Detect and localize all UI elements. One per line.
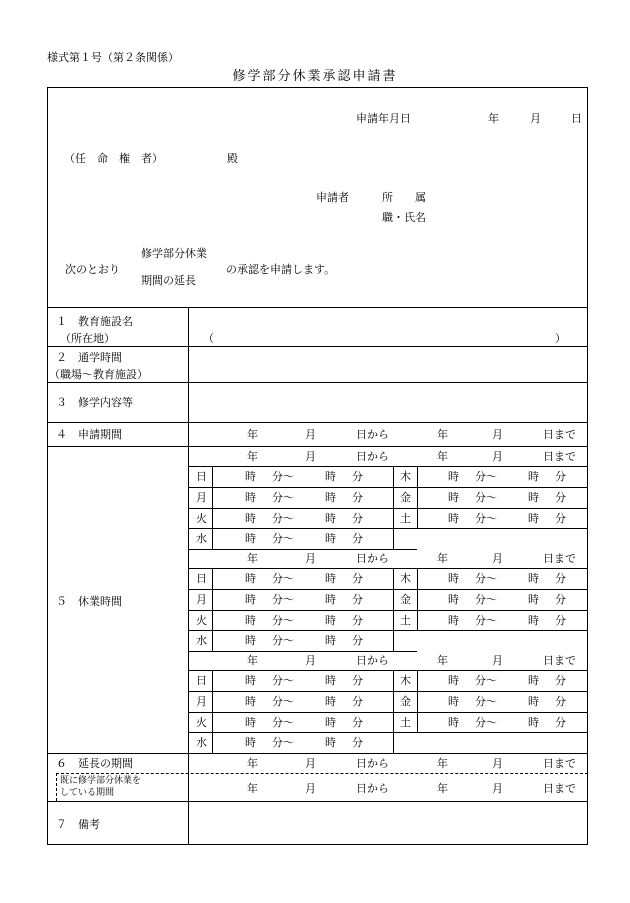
application-month-field[interactable]: 月 [530, 112, 541, 125]
leave-block-1-right-1-end-minute[interactable]: 分 [555, 491, 566, 504]
facility-name-label: １ 教育施設名 [56, 315, 133, 328]
leave-block-1-left-0-end-minute[interactable]: 分 [352, 470, 363, 483]
leave-block-1-period-end-day[interactable]: 日まで [543, 450, 576, 463]
application-period-start-month[interactable]: 月 [305, 428, 316, 441]
leave-block-2-left-3-end-minute[interactable]: 分 [352, 634, 363, 647]
leave-block-1-left-2-start-hour[interactable]: 時 [245, 512, 256, 525]
leave-block-1-right-0-start-minute[interactable]: 分～ [475, 470, 497, 483]
leave-hours-label: ５ 休業時間 [56, 595, 122, 608]
leave-block-2-right-0-end-hour[interactable]: 時 [528, 572, 539, 585]
option-period-extension[interactable]: 期間の延長 [141, 274, 196, 287]
facility-location-label: （所在地） [60, 332, 115, 345]
facility-location-open-paren[interactable]: （ [203, 332, 214, 345]
leave-block-1-grid-line-2 [188, 508, 588, 509]
leave-block-1-period-start-day[interactable]: 日から [356, 450, 389, 463]
leave-block-1-right-2-end-minute[interactable]: 分 [555, 512, 566, 525]
leave-block-2-grid-line-2 [188, 610, 588, 611]
leave-block-1-grid-line-1 [188, 487, 588, 488]
leave-block-2-period-end-day[interactable]: 日まで [543, 552, 576, 565]
application-period-end-year[interactable]: 年 [437, 428, 448, 441]
leave-block-3-left-0-end-hour[interactable]: 時 [325, 674, 336, 687]
divider-row1 [47, 346, 588, 347]
commute-route-label: （職場～教育施設） [49, 368, 148, 381]
leave-block-1-weekday-left-0: 日 [196, 470, 207, 483]
dono-honorific: 殿 [227, 152, 238, 165]
leave-block-3-right-1-end-minute[interactable]: 分 [555, 695, 566, 708]
leave-block-1-left-1-end-minute[interactable]: 分 [352, 491, 363, 504]
leave-block-1-left-3-end-minute[interactable]: 分 [352, 532, 363, 545]
leave-block-1-grid-line-0 [188, 466, 588, 467]
row6-sub-dashed-edge [56, 773, 57, 801]
leave-block-2-left-0-start-minute[interactable]: 分～ [272, 572, 294, 585]
leave-block-1-right-1-start-minute[interactable]: 分～ [475, 491, 497, 504]
leave-block-1-right-day-sep [417, 466, 418, 528]
existing-leave-period-end-day[interactable]: 日まで [543, 782, 576, 795]
leave-block-2-mid-col-sep [393, 568, 394, 651]
leave-block-3-left-3-start-hour[interactable]: 時 [245, 736, 256, 749]
leave-block-2-right-1-end-minute[interactable]: 分 [555, 593, 566, 606]
leave-block-2-weekday-left-3: 水 [196, 634, 207, 647]
leave-block-1-right-2-end-hour[interactable]: 時 [528, 512, 539, 525]
leave-block-1-left-0-end-hour[interactable]: 時 [325, 470, 336, 483]
study-content-label: ３ 修学内容等 [56, 396, 133, 409]
leave-block-2-right-0-end-minute[interactable]: 分 [555, 572, 566, 585]
remarks-label: ７ 備考 [56, 818, 100, 831]
leave-block-1-period-start-year[interactable]: 年 [247, 450, 258, 463]
extension-period-start-month[interactable]: 月 [305, 757, 316, 770]
leave-block-2-weekday-right-1: 金 [400, 593, 411, 606]
leave-block-3-right-0-start-minute[interactable]: 分～ [475, 674, 497, 687]
leave-block-3-mid-col-sep [393, 670, 394, 753]
leave-block-3-left-0-start-hour[interactable]: 時 [245, 674, 256, 687]
leave-block-2-grid-line-4 [188, 651, 417, 652]
leave-block-2-left-0-start-hour[interactable]: 時 [245, 572, 256, 585]
leave-block-1-left-3-start-minute[interactable]: 分～ [272, 532, 294, 545]
leave-block-1-period-end-year[interactable]: 年 [437, 450, 448, 463]
leave-block-2-right-day-sep [417, 568, 418, 630]
leave-block-3-right-0-end-minute[interactable]: 分 [555, 674, 566, 687]
leave-block-3-grid-line-4 [188, 753, 417, 754]
request-text: の承認を申請します。 [226, 263, 336, 276]
leave-block-1-right-1-end-hour[interactable]: 時 [528, 491, 539, 504]
leave-block-3-left-2-start-minute[interactable]: 分～ [272, 716, 294, 729]
application-period-end-day[interactable]: 日まで [543, 428, 576, 441]
leave-block-2-weekday-left-2: 火 [196, 614, 207, 627]
leave-block-1-period-start-month[interactable]: 月 [305, 450, 316, 463]
option-partial-leave[interactable]: 修学部分休業 [141, 247, 207, 260]
leave-block-3-period-end-day[interactable]: 日まで [543, 654, 576, 667]
extension-period-end-year[interactable]: 年 [437, 757, 448, 770]
application-period-label: ４ 申請期間 [56, 428, 122, 441]
leave-block-1-weekday-right-0: 木 [400, 470, 411, 483]
leave-block-1-weekday-left-2: 火 [196, 512, 207, 525]
extension-period-label: ６ 延長の期間 [56, 757, 133, 770]
application-period-end-month[interactable]: 月 [492, 428, 503, 441]
leave-block-2-day-col-sep [212, 568, 213, 651]
extension-period-end-month[interactable]: 月 [492, 757, 503, 770]
leave-block-3-right-1-end-hour[interactable]: 時 [528, 695, 539, 708]
leave-block-3-left-3-end-minute[interactable]: 分 [352, 736, 363, 749]
intro-text: 次のとおり [65, 263, 120, 276]
divider-row2 [47, 382, 588, 383]
leave-block-1-left-3-start-hour[interactable]: 時 [245, 532, 256, 545]
leave-block-2-right-2-start-minute[interactable]: 分～ [475, 614, 497, 627]
leave-block-3-weekday-left-1: 月 [196, 695, 207, 708]
leave-block-1-left-1-end-hour[interactable]: 時 [325, 491, 336, 504]
leave-block-2-weekday-right-0: 木 [400, 572, 411, 585]
page-title: 修学部分休業承認申請書 [232, 69, 398, 84]
leave-block-2-grid-line-1 [188, 589, 588, 590]
form-number: 様式第１号（第２条関係） [47, 51, 179, 64]
leave-block-2-left-2-start-minute[interactable]: 分～ [272, 614, 294, 627]
divider-row6-dashed [56, 773, 588, 774]
leave-block-2-weekday-left-1: 月 [196, 593, 207, 606]
leave-block-1-left-1-start-minute[interactable]: 分～ [272, 491, 294, 504]
application-year-field[interactable]: 年 [488, 112, 499, 125]
application-period-start-year[interactable]: 年 [247, 428, 258, 441]
leave-block-3-period-end-year[interactable]: 年 [437, 654, 448, 667]
leave-block-1-right-0-end-minute[interactable]: 分 [555, 470, 566, 483]
leave-block-1-right-1-start-hour[interactable]: 時 [448, 491, 459, 504]
leave-block-2-period-start-year[interactable]: 年 [247, 552, 258, 565]
application-day-field[interactable]: 日 [571, 112, 582, 125]
leave-block-3-right-2-end-hour[interactable]: 時 [528, 716, 539, 729]
leave-block-3-left-3-end-hour[interactable]: 時 [325, 736, 336, 749]
leave-block-2-left-3-start-minute[interactable]: 分～ [272, 634, 294, 647]
leave-block-3-weekday-left-2: 火 [196, 716, 207, 729]
leave-block-3-right-0-end-hour[interactable]: 時 [528, 674, 539, 687]
facility-location-close-paren: ） [555, 332, 566, 345]
leave-block-1-left-0-start-hour[interactable]: 時 [245, 470, 256, 483]
leave-block-3-grid-line-3 [188, 732, 588, 733]
appointing-authority-label: （任 命 権 者） [64, 152, 163, 165]
leave-block-2-left-2-start-hour[interactable]: 時 [245, 614, 256, 627]
leave-block-3-right-0-start-hour[interactable]: 時 [448, 674, 459, 687]
divider-row3 [47, 422, 588, 423]
leave-block-1-weekday-right-2: 土 [400, 512, 411, 525]
leave-block-3-weekday-right-2: 土 [400, 716, 411, 729]
leave-block-2-left-0-end-minute[interactable]: 分 [352, 572, 363, 585]
leave-block-2-right-1-start-hour[interactable]: 時 [448, 593, 459, 606]
application-period-start-day[interactable]: 日から [356, 428, 389, 441]
leave-block-3-left-3-start-minute[interactable]: 分～ [272, 736, 294, 749]
extension-period-start-year[interactable]: 年 [247, 757, 258, 770]
leave-block-1-period-end-month[interactable]: 月 [492, 450, 503, 463]
leave-block-1-right-2-start-hour[interactable]: 時 [448, 512, 459, 525]
existing-leave-period-start-day[interactable]: 日から [356, 782, 389, 795]
leave-block-3-left-0-start-minute[interactable]: 分～ [272, 674, 294, 687]
commute-time-label: ２ 通学時間 [56, 351, 122, 364]
leave-block-3-grid-line-2 [188, 712, 588, 713]
leave-block-1-right-0-end-hour[interactable]: 時 [528, 470, 539, 483]
leave-block-3-right-2-end-minute[interactable]: 分 [555, 716, 566, 729]
leave-block-3-left-1-start-minute[interactable]: 分～ [272, 695, 294, 708]
leave-block-2-right-0-start-hour[interactable]: 時 [448, 572, 459, 585]
leave-block-2-left-1-end-minute[interactable]: 分 [352, 593, 363, 606]
leave-block-2-period-end-month[interactable]: 月 [492, 552, 503, 565]
extension-period-end-day[interactable]: 日まで [543, 757, 576, 770]
leave-block-1-weekday-right-1: 金 [400, 491, 411, 504]
leave-block-2-right-2-end-minute[interactable]: 分 [555, 614, 566, 627]
leave-block-3-left-2-start-hour[interactable]: 時 [245, 716, 256, 729]
leave-block-2-grid-line-0 [188, 568, 588, 569]
leave-block-2-left-0-end-hour[interactable]: 時 [325, 572, 336, 585]
leave-block-2-left-1-end-hour[interactable]: 時 [325, 593, 336, 606]
leave-block-1-left-2-end-minute[interactable]: 分 [352, 512, 363, 525]
leave-block-3-right-day-sep [417, 670, 418, 732]
leave-block-1-mid-col-sep [393, 466, 394, 549]
label-column-separator [188, 307, 189, 845]
existing-leave-period-end-month[interactable]: 月 [492, 782, 503, 795]
leave-block-2-grid-line-3 [188, 630, 588, 631]
leave-block-2-right-0-start-minute[interactable]: 分～ [475, 572, 497, 585]
leave-block-3-weekday-right-0: 木 [400, 674, 411, 687]
leave-block-3-period-start-month[interactable]: 月 [305, 654, 316, 667]
existing-leave-period-start-month[interactable]: 月 [305, 782, 316, 795]
leave-block-2-left-2-end-minute[interactable]: 分 [352, 614, 363, 627]
applicant-label: 申請者 [316, 191, 349, 204]
divider-row6 [47, 801, 588, 802]
leave-block-3-grid-line-1 [188, 691, 588, 692]
leave-block-2-left-1-start-minute[interactable]: 分～ [272, 593, 294, 606]
leave-block-3-weekday-left-0: 日 [196, 674, 207, 687]
leave-block-2-right-2-start-hour[interactable]: 時 [448, 614, 459, 627]
leave-block-1-left-0-start-minute[interactable]: 分～ [272, 470, 294, 483]
leave-block-1-weekday-left-3: 水 [196, 532, 207, 545]
leave-block-2-period-end-year[interactable]: 年 [437, 552, 448, 565]
leave-block-1-left-2-end-hour[interactable]: 時 [325, 512, 336, 525]
leave-block-2-left-2-end-hour[interactable]: 時 [325, 614, 336, 627]
leave-block-1-right-0-start-hour[interactable]: 時 [448, 470, 459, 483]
leave-block-3-period-start-day[interactable]: 日から [356, 654, 389, 667]
leave-block-2-left-3-start-hour[interactable]: 時 [245, 634, 256, 647]
leave-block-2-period-start-month[interactable]: 月 [305, 552, 316, 565]
leave-block-2-right-1-start-minute[interactable]: 分～ [475, 593, 497, 606]
leave-block-3-left-2-end-hour[interactable]: 時 [325, 716, 336, 729]
leave-block-3-left-1-end-hour[interactable]: 時 [325, 695, 336, 708]
leave-block-1-weekday-left-1: 月 [196, 491, 207, 504]
leave-block-3-left-1-end-minute[interactable]: 分 [352, 695, 363, 708]
leave-block-3-right-1-start-minute[interactable]: 分～ [475, 695, 497, 708]
existing-leave-period-end-year[interactable]: 年 [437, 782, 448, 795]
job-name-label[interactable]: 職・氏名 [382, 211, 426, 224]
leave-block-2-weekday-right-2: 土 [400, 614, 411, 627]
leave-block-2-right-2-end-hour[interactable]: 時 [528, 614, 539, 627]
current-leave-period-label-2: している期間 [60, 788, 115, 798]
leave-block-3-period-start-year[interactable]: 年 [247, 654, 258, 667]
leave-block-3-day-col-sep [212, 670, 213, 753]
leave-block-3-right-2-start-hour[interactable]: 時 [448, 716, 459, 729]
leave-block-3-right-1-start-hour[interactable]: 時 [448, 695, 459, 708]
affiliation-label[interactable]: 所 属 [382, 191, 426, 204]
divider-header [47, 307, 588, 308]
leave-block-1-day-col-sep [212, 466, 213, 549]
divider-row4 [47, 446, 588, 447]
leave-block-3-period-end-month[interactable]: 月 [492, 654, 503, 667]
leave-block-1-left-2-start-minute[interactable]: 分～ [272, 512, 294, 525]
application-date-label: 申請年月日 [356, 112, 411, 125]
leave-block-3-grid-line-0 [188, 670, 588, 671]
leave-block-2-left-1-start-hour[interactable]: 時 [245, 593, 256, 606]
extension-period-start-day[interactable]: 日から [356, 757, 389, 770]
existing-leave-period-start-year[interactable]: 年 [247, 782, 258, 795]
leave-block-1-grid-line-3 [188, 528, 588, 529]
leave-block-1-left-3-end-hour[interactable]: 時 [325, 532, 336, 545]
leave-block-3-left-0-end-minute[interactable]: 分 [352, 674, 363, 687]
leave-block-3-left-2-end-minute[interactable]: 分 [352, 716, 363, 729]
leave-block-1-left-1-start-hour[interactable]: 時 [245, 491, 256, 504]
leave-block-2-period-start-day[interactable]: 日から [356, 552, 389, 565]
current-leave-period-label-1: 既に修学部分休業を [60, 776, 142, 786]
leave-block-3-right-2-start-minute[interactable]: 分～ [475, 716, 497, 729]
leave-block-3-weekday-right-1: 金 [400, 695, 411, 708]
leave-block-3-weekday-left-3: 水 [196, 736, 207, 749]
leave-block-2-right-1-end-hour[interactable]: 時 [528, 593, 539, 606]
leave-block-2-left-3-end-hour[interactable]: 時 [325, 634, 336, 647]
leave-block-1-right-2-start-minute[interactable]: 分～ [475, 512, 497, 525]
leave-block-3-left-1-start-hour[interactable]: 時 [245, 695, 256, 708]
leave-block-2-weekday-left-0: 日 [196, 572, 207, 585]
leave-block-1-grid-line-4 [188, 549, 417, 550]
